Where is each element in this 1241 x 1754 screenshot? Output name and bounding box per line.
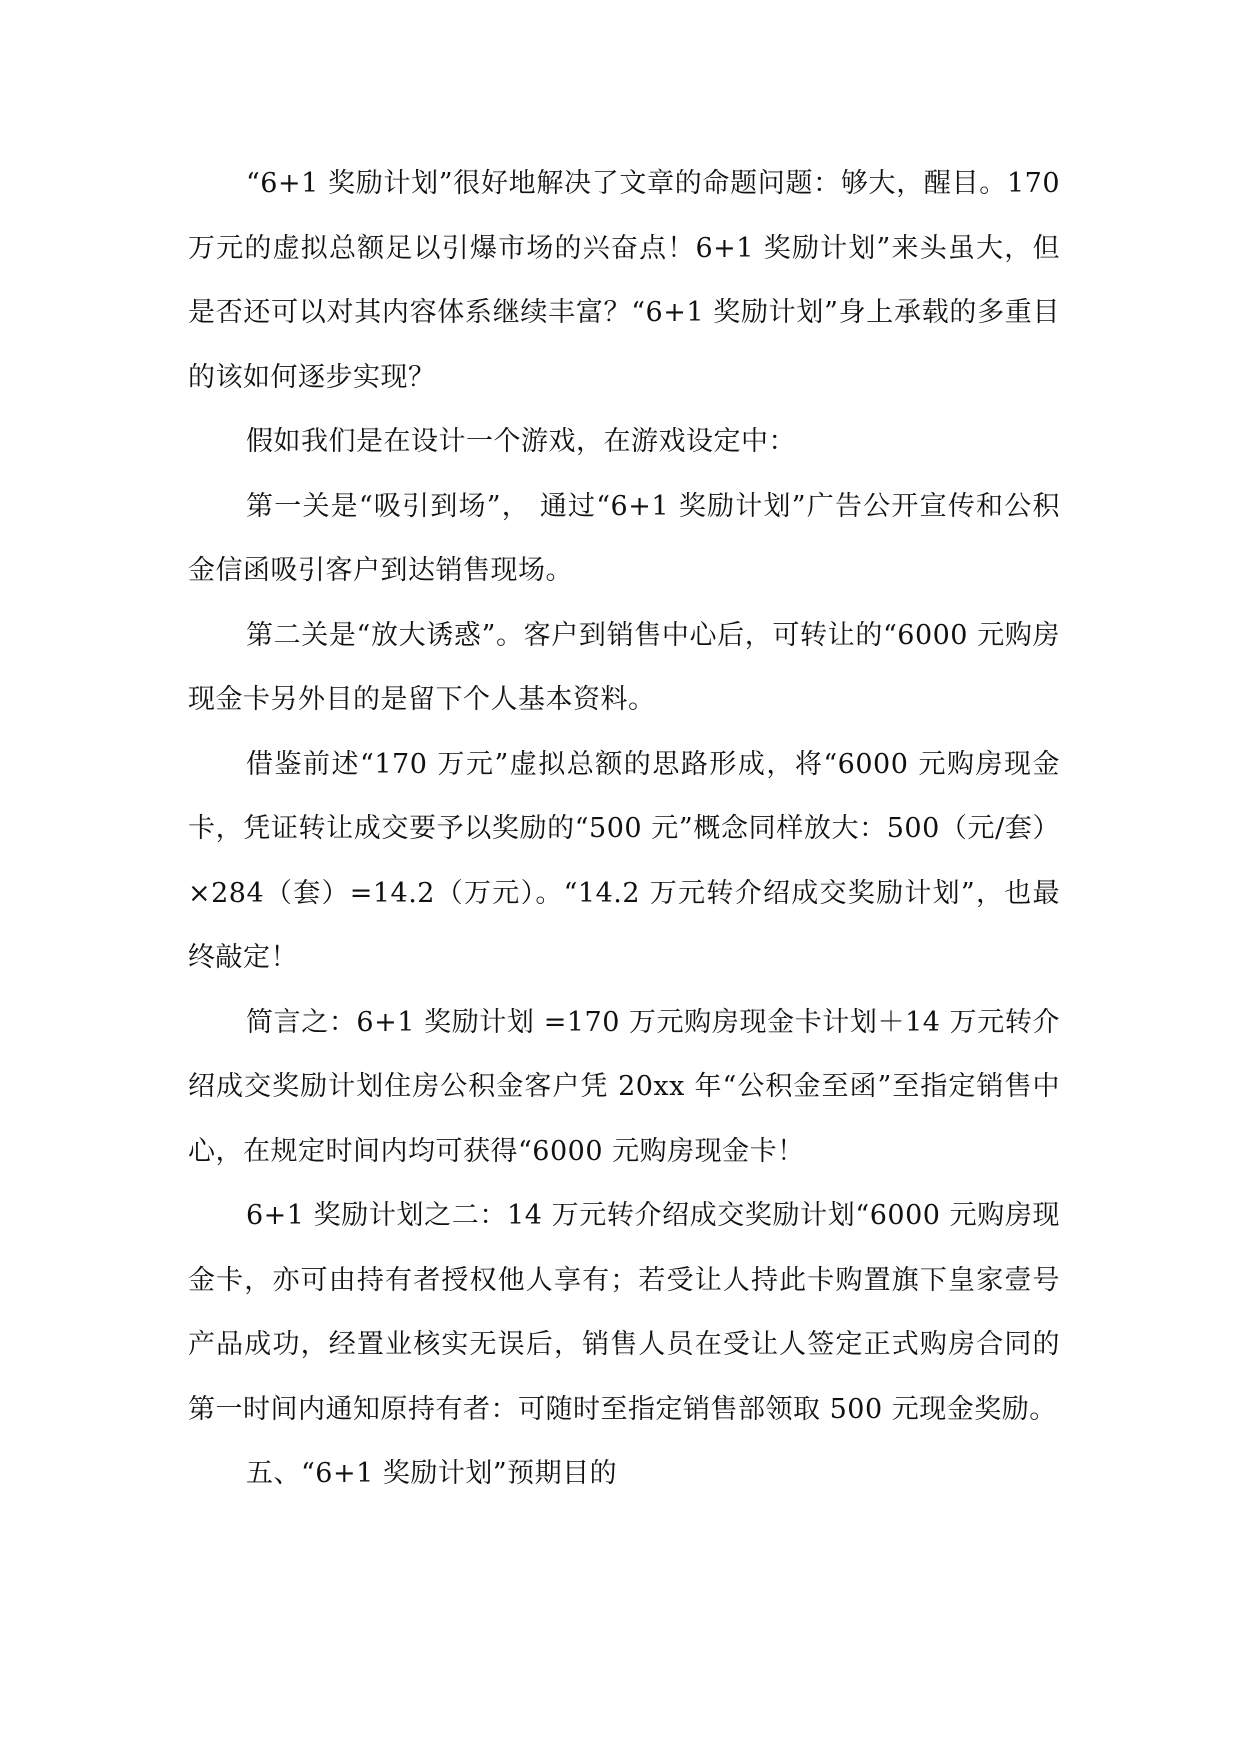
paragraph-3: 第一关是“吸引到场”， 通过“6+1 奖励计划”广告公开宣传和公积金信函吸引客户到达销售现场。 <box>188 490 1060 586</box>
paragraph-5: 借鉴前述“170 万元”虚拟总额的思路形成，将“6000 元购房现金卡，凭证转让成交要予以奖励的“500 元”概念同样放大：500（元/套）×284（套）=14.2（万元）。“14.2 万元转介绍成交奖励计划”，也最终敲定！ <box>188 748 1060 973</box>
paragraph-6: 简言之：6+1 奖励计划 =170 万元购房现金卡计划＋14 万元转介绍成交奖励计划住房公积金客户凭 20xx 年“公积金至函”至指定销售中心，在规定时间内均可获得“6000 元购房现金卡！ <box>188 1006 1060 1167</box>
paragraph-7: 6+1 奖励计划之二：14 万元转介绍成交奖励计划“6000 元购房现金卡，亦可由持有者授权他人享有；若受让人持此卡购置旗下皇家壹号产品成功，经置业核实无误后，销售人员在受让人签定正式购房合同的第一时间内通知原持有者：可随时至指定销售部领取 500 元现金奖励。 <box>188 1200 1060 1425</box>
paragraph-1: “6+1 奖励计划”很好地解决了文章的命题问题：够大，醒目。170 万元的虚拟总额足以引爆市场的兴奋点！6+1 奖励计划”来头虽大，但是否还可以对其内容体系继续丰富？“6+1 奖励计划”身上承载的多重目的该如何逐步实现？ <box>188 168 1060 393</box>
paragraph-2: 假如我们是在设计一个游戏，在游戏设定中： <box>246 426 796 457</box>
paragraph-4: 第二关是“放大诱惑”。客户到销售中心后，可转让的“6000 元购房现金卡另外目的是留下个人基本资料。 <box>188 619 1060 715</box>
section-heading: 五、“6+1 奖励计划”预期目的 <box>246 1458 618 1489</box>
document-body <box>188 152 1060 1507</box>
